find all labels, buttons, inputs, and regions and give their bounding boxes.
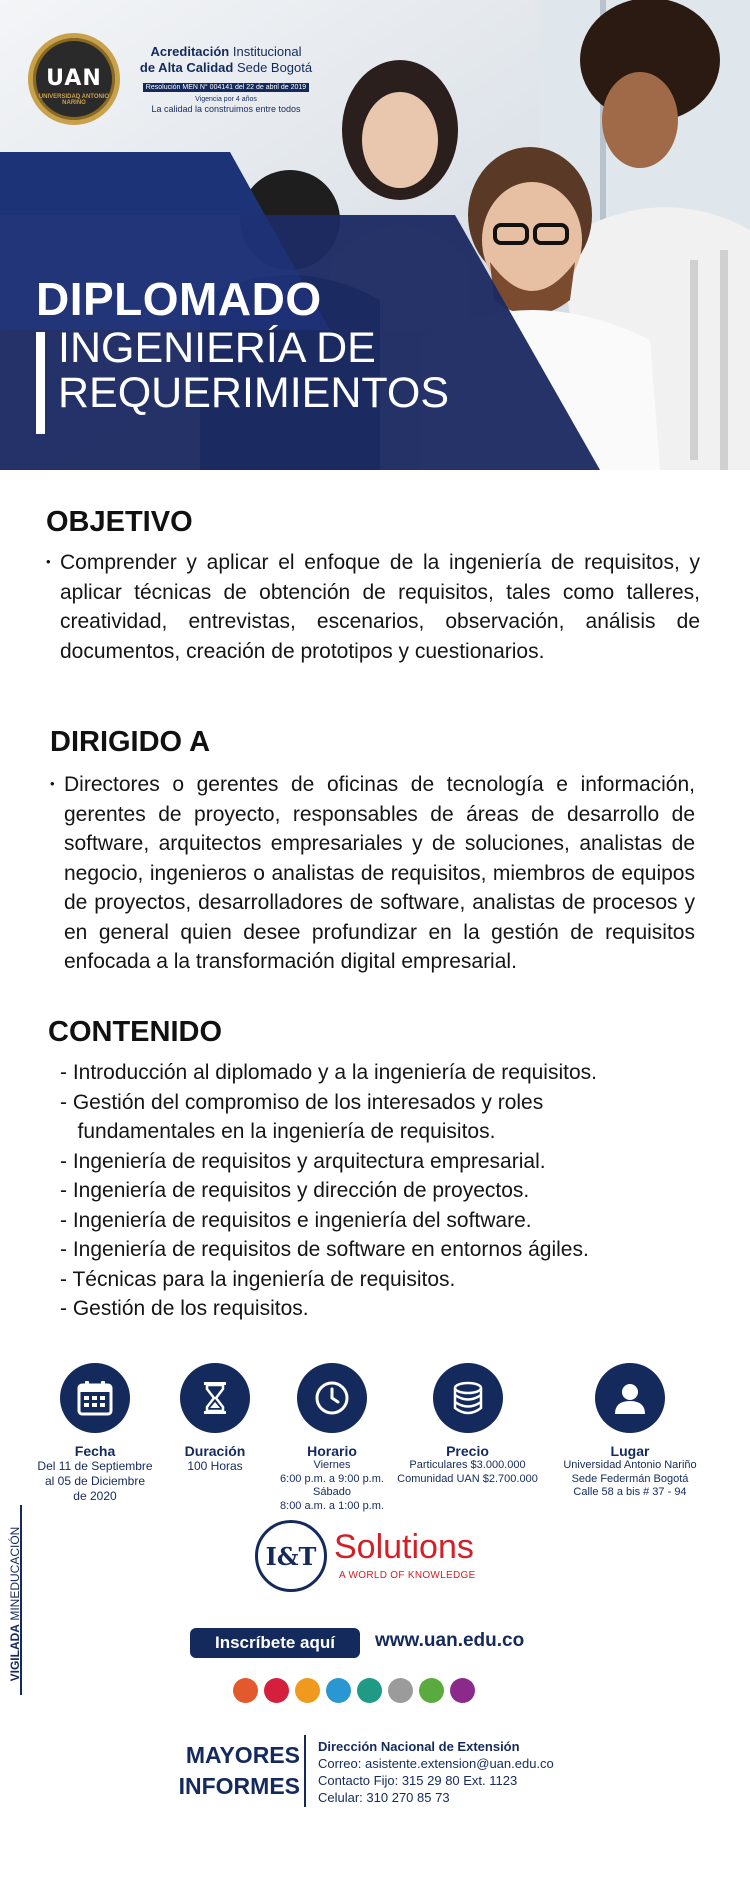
- lugar-value: Universidad Antonio Nariño Sede Federmán Bogotá Calle 58 a bis # 37 - 94: [563, 1459, 697, 1498]
- info-precio: [390, 1363, 545, 1486]
- program-type: DIPLOMADO: [36, 273, 322, 325]
- list-item: - Ingeniería de requisitos y dirección de proyectos.: [60, 1179, 530, 1202]
- horario-value: Viernes 6:00 p.m. a 9:00 p.m. Sábado 8:00 a.m. a 1:00 p.m.: [280, 1459, 384, 1512]
- mayores-informes: MAYORES INFORMES: [178, 1742, 300, 1799]
- lugar-label: Lugar: [610, 1443, 650, 1459]
- color-dot: [450, 1678, 475, 1703]
- precio-value: Particulares $3.000.000 Comunidad UAN $2.700.000: [397, 1459, 538, 1485]
- contact-cell: Celular: 310 270 85 73: [318, 1790, 450, 1805]
- duracion-value: 100 Horas: [187, 1459, 243, 1473]
- bullet-icon: •: [50, 776, 55, 791]
- color-dot: [419, 1678, 444, 1703]
- list-item: - Introducción al diplomado y a la ingeniería de requisitos.: [60, 1061, 597, 1084]
- title-accent-bar: [36, 332, 45, 434]
- hourglass-icon: [180, 1363, 250, 1433]
- color-dot: [326, 1678, 351, 1703]
- color-dot: [264, 1678, 289, 1703]
- register-button[interactable]: Inscríbete aquí: [190, 1628, 360, 1658]
- user-icon: [595, 1363, 665, 1433]
- hero-banner: [0, 0, 750, 470]
- list-item: fundamentales en la ingeniería de requisitos.: [60, 1120, 496, 1143]
- contact-block: [318, 1738, 554, 1806]
- info-lugar: [545, 1363, 715, 1500]
- vigilada-mineducacion: VIGILADA MINEDUCACIÓN: [8, 1526, 22, 1682]
- accreditation-line2: de Alta Calidad Sede Bogotá: [139, 60, 313, 75]
- contenido-list: [60, 1058, 710, 1324]
- accreditation-line1: Acreditación Institucional: [150, 44, 302, 59]
- footer-divider: [304, 1735, 306, 1807]
- website-link[interactable]: www.uan.edu.co: [375, 1630, 525, 1651]
- coins-icon: [433, 1363, 503, 1433]
- color-dots: [233, 1678, 475, 1703]
- it-solutions-logo: I&T: [255, 1520, 327, 1592]
- bullet-icon: •: [46, 554, 51, 569]
- horario-label: Horario: [307, 1443, 357, 1459]
- fecha-label: Fecha: [74, 1443, 116, 1459]
- duracion-label: Duración: [184, 1443, 246, 1459]
- list-item: - Gestión de los requisitos.: [60, 1297, 309, 1320]
- dirigido-bullet: [50, 770, 695, 977]
- list-item: - Ingeniería de requisitos e ingeniería del software.: [60, 1208, 532, 1232]
- info-fecha: [20, 1363, 170, 1504]
- contact-email[interactable]: Correo: asistente.extension@uan.edu.co: [318, 1756, 554, 1771]
- resolution-badge: Resolución MEN N° 004141 del 22 de abril de 2019: [143, 83, 309, 92]
- calendar-icon: [60, 1363, 130, 1433]
- objetivo-bullet: [46, 548, 700, 666]
- program-title: INGENIERÍA DE REQUERIMIENTOS: [58, 324, 450, 417]
- color-dot: [388, 1678, 413, 1703]
- dirigido-heading: DIRIGIDO A: [50, 726, 211, 758]
- contenido-heading: CONTENIDO: [48, 1016, 222, 1048]
- list-item: - Ingeniería de requisitos de software en entornos ágiles.: [60, 1238, 589, 1261]
- info-duracion: [160, 1363, 270, 1474]
- validity-text: Vigencia por 4 años: [195, 96, 257, 103]
- accreditation-block: [28, 30, 318, 130]
- precio-label: Precio: [446, 1443, 489, 1459]
- solutions-wordmark: Solutions: [334, 1528, 474, 1566]
- clock-icon: [297, 1363, 367, 1433]
- motto-text: La calidad la construimos entre todos: [151, 104, 301, 114]
- color-dot: [233, 1678, 258, 1703]
- dirigido-text: Directores o gerentes de oficinas de tecnología e información, gerentes de proyecto, responsables de áreas de desarrollo de software, arquitectos empresariales y de soluciones, analistas de negocio, ingenieros o analistas de requisitos, miembros de equipos de proyectos, desarrolladores de software, analistas de procesos y en general quien desee profundizar en la gestión de requisitos enfocada a la transformación digital empresarial.: [64, 773, 695, 973]
- fecha-value: Del 11 de Septiembre al 05 de Diciembre de 2020: [37, 1459, 153, 1503]
- objetivo-text: Comprender y aplicar el enfoque de la ingeniería de requisitos, y aplicar técnicas de obtención de requisitos, tales como talleres, creatividad, entrevistas, escenarios, observación, análisis de documentos, creación de prototipos y cuestionarios.: [60, 551, 700, 663]
- color-dot: [357, 1678, 382, 1703]
- list-item: - Técnicas para la ingeniería de requisitos.: [60, 1267, 456, 1291]
- uan-seal-logo: UAN UNIVERSIDAD ANTONIO NARIÑO: [28, 33, 120, 125]
- contact-title: Dirección Nacional de Extensión: [318, 1739, 520, 1754]
- color-dot: [295, 1678, 320, 1703]
- list-item: - Gestión del compromiso de los interesados y roles: [60, 1090, 544, 1114]
- list-item: - Ingeniería de requisitos y arquitectura empresarial.: [60, 1149, 546, 1173]
- objetivo-heading: OBJETIVO: [46, 506, 193, 538]
- contact-phone: Contacto Fijo: 315 29 80 Ext. 1123: [318, 1773, 518, 1788]
- solutions-tagline: A WORLD OF KNOWLEDGE: [339, 1570, 476, 1581]
- info-horario: [267, 1363, 397, 1513]
